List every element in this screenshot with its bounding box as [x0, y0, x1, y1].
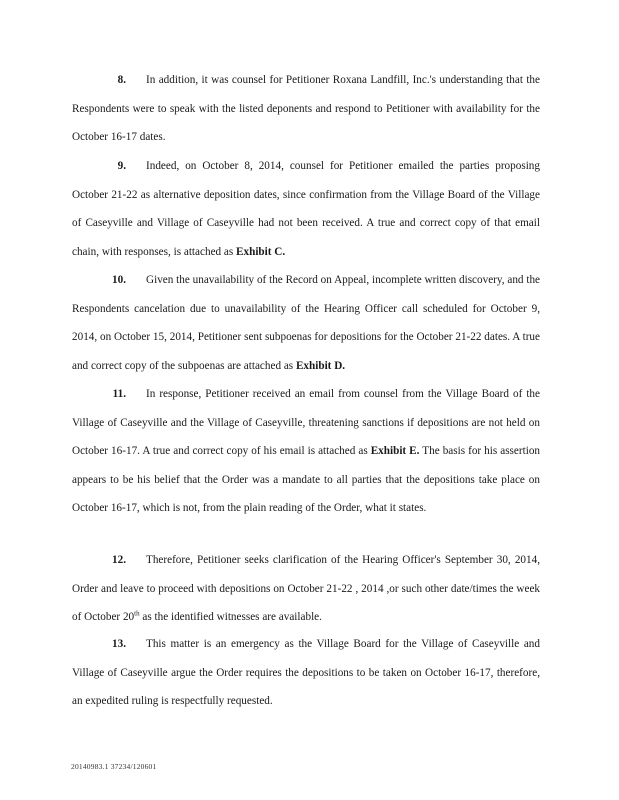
- exhibit-reference: Exhibit E.: [370, 445, 420, 457]
- document-footer-id: 20140983.1 37234/120601: [71, 762, 157, 771]
- paragraph-number: 10.: [112, 274, 126, 286]
- paragraph-text: Indeed, on October 8, 2014, counsel for Petitioner emailed the parties proposing October 21-22 as alternative deposition dates, since confirmation from the Village Board of the Village of Caseyville and Village of Caseyville had not been received. A true and correct copy of that email chain, with responses, is attached as: [72, 160, 540, 258]
- paragraph-text: Therefore, Petitioner seeks clarification of the Hearing Officer's September 30, 2014, Order and leave to proceed with depositions on October 21-22 , 2014 ,or such other date/times the week of October 20: [72, 554, 540, 623]
- paragraph-number: 8.: [117, 74, 126, 86]
- paragraph-number: 9.: [117, 160, 126, 172]
- exhibit-reference: Exhibit C.: [236, 245, 286, 258]
- paragraph-13: [72, 630, 540, 716]
- paragraph-number: 11.: [112, 388, 126, 400]
- paragraph-text: In addition, it was counsel for Petitioner Roxana Landfill, Inc.'s understanding that the Respondents were to speak with the listed deponents and respond to Petitioner with availability for the October 16-17 dates.: [72, 74, 540, 143]
- paragraph-text: Given the unavailability of the Record on Appeal, incomplete written discovery, and the Respondents cancelation due to unavailability of the Hearing Officer call scheduled for October 9, 2014, on October 15, 2014, Petitioner sent subpoenas for depositions for the October 21-22 dates. A true and correct copy of the subpoenas are attached as: [72, 274, 540, 372]
- superscript: th: [134, 609, 140, 618]
- paragraph-8: [72, 66, 540, 152]
- paragraph-text: In response, Petitioner received an email from counsel from the Village Board of the Village of Caseyville and the Village of Caseyville, threatening sanctions if depositions are not held on October 16-17. A true and correct copy of his email is attached as: [72, 388, 540, 457]
- paragraph-number: 12.: [112, 554, 126, 566]
- paragraph-text-continued: The basis for his assertion appears to be his belief that the Order was a mandate to all parties that the depositions take place on October 16-17, which is not, from the plain reading of the Order, what it states.: [72, 445, 541, 514]
- exhibit-reference: Exhibit D.: [295, 359, 346, 372]
- paragraph-10: [72, 266, 540, 380]
- paragraph-12: [72, 546, 540, 632]
- paragraph-11: [72, 380, 540, 523]
- paragraph-text: This matter is an emergency as the Village Board for the Village of Caseyville and Village of Caseyville argue the Order requires the depositions to be taken on October 16-17, therefore, an expedited ruling is respectfully requested.: [72, 638, 540, 707]
- paragraph-9: [72, 152, 540, 266]
- paragraph-text-continued: as the identified witnesses are available.: [139, 611, 322, 623]
- paragraph-number: 13.: [112, 638, 126, 650]
